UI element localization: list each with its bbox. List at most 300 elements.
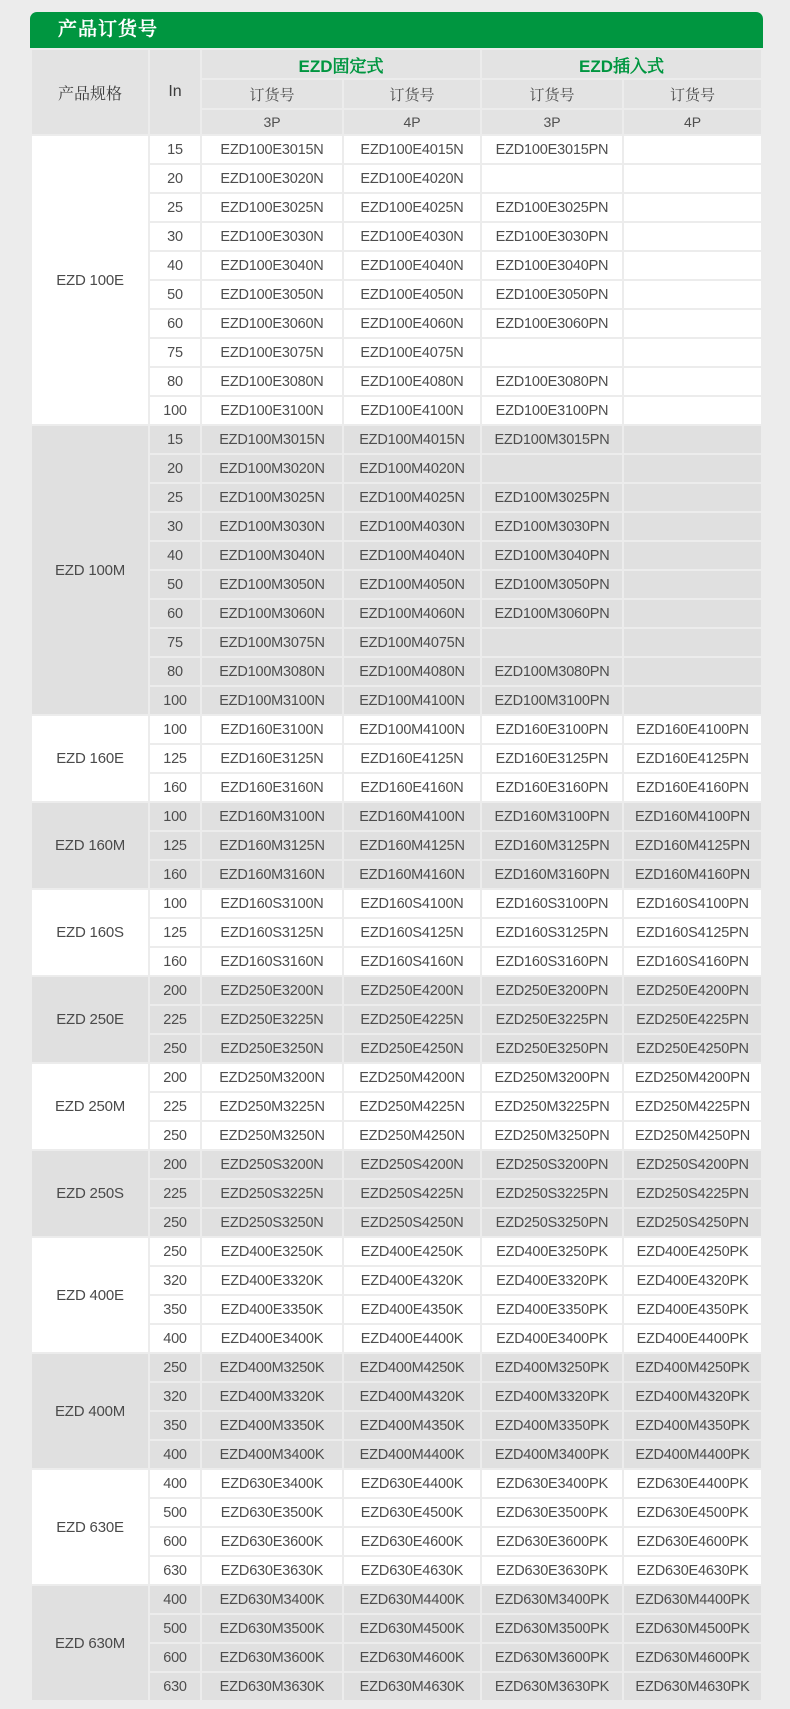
order-number-cell [624,165,761,192]
product-spec-cell: EZD 100E [32,136,148,424]
in-current-cell: 225 [150,1006,200,1033]
order-number-cell: EZD630M3600K [202,1644,342,1671]
in-current-cell: 75 [150,629,200,656]
order-number-cell: EZD100M3025PN [482,484,622,511]
order-number-cell: EZD100M3030N [202,513,342,540]
order-number-cell: EZD400M4250K [344,1354,480,1381]
order-number-cell: EZD100M3075N [202,629,342,656]
in-current-cell: 100 [150,803,200,830]
order-number-cell: EZD100E3025PN [482,194,622,221]
order-number-cell: EZD100E4050N [344,281,480,308]
table-row [32,1354,761,1381]
order-number-cell: EZD400M3400K [202,1441,342,1468]
in-current-cell: 200 [150,1064,200,1091]
col-header-order-no: 订货号 [482,80,622,108]
in-current-cell: 100 [150,397,200,424]
in-current-cell: 20 [150,455,200,482]
in-current-cell: 125 [150,745,200,772]
order-number-cell: EZD250E3250PN [482,1035,622,1062]
order-number-cell [482,629,622,656]
order-number-cell: EZD100M4030N [344,513,480,540]
order-number-cell: EZD630E4400K [344,1470,480,1497]
product-spec-cell: EZD 160E [32,716,148,801]
order-number-cell: EZD250M4225N [344,1093,480,1120]
order-number-cell: EZD250M3250N [202,1122,342,1149]
order-number-cell: EZD630M3400K [202,1586,342,1613]
order-number-cell: EZD100E3100PN [482,397,622,424]
order-number-cell [624,658,761,685]
order-number-cell [624,194,761,221]
order-number-cell: EZD100M3020N [202,455,342,482]
order-number-cell: EZD100E3020N [202,165,342,192]
order-number-cell: EZD160E3160PN [482,774,622,801]
order-number-cell: EZD100E3050PN [482,281,622,308]
in-current-cell: 50 [150,281,200,308]
in-current-cell: 125 [150,832,200,859]
order-number-cell: EZD400E4250PK [624,1238,761,1265]
order-number-cell: EZD250M3250PN [482,1122,622,1149]
col-header-in: In [150,50,200,134]
order-number-cell: EZD630M3600PK [482,1644,622,1671]
col-header-ezd-plugin: EZD插入式 [482,50,761,78]
order-number-cell: EZD100E3015N [202,136,342,163]
order-number-cell: EZD630E3400PK [482,1470,622,1497]
order-number-cell: EZD400M3350PK [482,1412,622,1439]
order-number-cell: EZD400M4320K [344,1383,480,1410]
order-number-cell: EZD250E3225PN [482,1006,622,1033]
in-current-cell: 15 [150,426,200,453]
order-number-cell: EZD100E4020N [344,165,480,192]
order-number-cell: EZD630M3500K [202,1615,342,1642]
order-number-cell: EZD250S3250PN [482,1209,622,1236]
in-current-cell: 500 [150,1499,200,1526]
order-number-cell: EZD160S3100PN [482,890,622,917]
order-number-cell: EZD100M3025N [202,484,342,511]
order-number-cell: EZD100M4015N [344,426,480,453]
order-number-cell: EZD630M4500K [344,1615,480,1642]
order-number-table [30,48,763,1702]
order-number-cell: EZD630M4600K [344,1644,480,1671]
order-number-cell: EZD100E3040N [202,252,342,279]
order-number-cell: EZD400E4250K [344,1238,480,1265]
order-number-cell: EZD160M3160PN [482,861,622,888]
order-number-cell: EZD630E3500K [202,1499,342,1526]
in-current-cell: 20 [150,165,200,192]
order-number-cell [624,455,761,482]
order-number-cell: EZD250M4225PN [624,1093,761,1120]
order-number-cell: EZD250M4200PN [624,1064,761,1091]
order-number-cell: EZD160S3160N [202,948,342,975]
order-number-cell: EZD160M4100N [344,803,480,830]
order-number-cell: EZD250E3250N [202,1035,342,1062]
order-number-cell: EZD250S4200N [344,1151,480,1178]
order-number-cell: EZD400M4350K [344,1412,480,1439]
in-current-cell: 25 [150,194,200,221]
order-number-cell: EZD100M3080PN [482,658,622,685]
in-current-cell: 160 [150,861,200,888]
order-number-cell [624,542,761,569]
order-number-cell [624,600,761,627]
order-number-cell [482,339,622,366]
in-current-cell: 350 [150,1296,200,1323]
order-number-cell: EZD250M3225N [202,1093,342,1120]
order-number-cell: EZD250S4250PN [624,1209,761,1236]
in-current-cell: 200 [150,977,200,1004]
order-number-cell: EZD100M3050PN [482,571,622,598]
order-number-cell: EZD100E3025N [202,194,342,221]
order-number-cell: EZD100E4060N [344,310,480,337]
section-title-bar: 产品订货号 [30,12,763,48]
order-number-cell: EZD100E4015N [344,136,480,163]
order-number-cell: EZD630E4600K [344,1528,480,1555]
order-number-cell: EZD630E3600PK [482,1528,622,1555]
order-number-cell: EZD100M4100N [344,716,480,743]
in-current-cell: 320 [150,1267,200,1294]
order-number-cell: EZD100E3080PN [482,368,622,395]
order-number-cell: EZD160M3100PN [482,803,622,830]
order-number-cell: EZD400E4350K [344,1296,480,1323]
order-number-cell: EZD250M3200PN [482,1064,622,1091]
order-number-cell: EZD250S4200PN [624,1151,761,1178]
order-number-cell: EZD400E4320K [344,1267,480,1294]
order-number-cell: EZD250E4225N [344,1006,480,1033]
col-header-order-no: 订货号 [624,80,761,108]
order-number-cell: EZD400E4400K [344,1325,480,1352]
order-number-cell: EZD250E3200PN [482,977,622,1004]
order-number-cell: EZD250S3200N [202,1151,342,1178]
order-number-cell: EZD100M4060N [344,600,480,627]
order-number-cell [624,397,761,424]
order-number-cell: EZD160M4160N [344,861,480,888]
order-number-cell: EZD250S3225PN [482,1180,622,1207]
order-number-cell: EZD400E3350PK [482,1296,622,1323]
table-row [32,426,761,453]
order-number-cell: EZD630E3500PK [482,1499,622,1526]
product-spec-cell: EZD 250E [32,977,148,1062]
in-current-cell: 250 [150,1354,200,1381]
order-number-cell: EZD250M3200N [202,1064,342,1091]
order-number-cell: EZD630E4400PK [624,1470,761,1497]
order-number-cell: EZD100M3040N [202,542,342,569]
order-number-cell: EZD250S4225N [344,1180,480,1207]
order-number-cell: EZD100E4080N [344,368,480,395]
order-number-cell [624,339,761,366]
order-number-cell: EZD630E3600K [202,1528,342,1555]
order-number-cell [624,310,761,337]
order-number-cell: EZD160M3125N [202,832,342,859]
in-current-cell: 200 [150,1151,200,1178]
in-current-cell: 350 [150,1412,200,1439]
order-number-cell: EZD400E3250K [202,1238,342,1265]
order-number-cell: EZD250M4250PN [624,1122,761,1149]
order-number-cell: EZD100E3075N [202,339,342,366]
order-number-cell: EZD400E4400PK [624,1325,761,1352]
order-number-cell: EZD160E4100PN [624,716,761,743]
order-number-cell: EZD400M4400K [344,1441,480,1468]
order-number-cell: EZD400M4250PK [624,1354,761,1381]
in-current-cell: 630 [150,1673,200,1700]
order-number-cell: EZD100E3030N [202,223,342,250]
order-number-cell: EZD160E3160N [202,774,342,801]
in-current-cell: 60 [150,600,200,627]
order-number-section [30,12,763,1702]
order-number-cell: EZD400M4400PK [624,1441,761,1468]
in-current-cell: 40 [150,542,200,569]
order-number-cell: EZD630M4630PK [624,1673,761,1700]
order-number-cell: EZD250M3225PN [482,1093,622,1120]
order-number-cell: EZD160M3125PN [482,832,622,859]
in-current-cell: 160 [150,948,200,975]
order-number-cell: EZD160S4100PN [624,890,761,917]
table-row [32,890,761,917]
order-number-cell: EZD160E3100N [202,716,342,743]
order-number-cell: EZD630E3630K [202,1557,342,1584]
in-current-cell: 80 [150,658,200,685]
order-number-cell: EZD630E4600PK [624,1528,761,1555]
order-number-cell: EZD160M3100N [202,803,342,830]
in-current-cell: 250 [150,1238,200,1265]
order-number-cell: EZD400E3250PK [482,1238,622,1265]
order-number-cell [624,571,761,598]
order-number-cell: EZD250S3200PN [482,1151,622,1178]
col-header-3p: 3P [482,110,622,134]
in-current-cell: 100 [150,716,200,743]
order-number-cell: EZD100M4020N [344,455,480,482]
order-number-cell: EZD250M4250N [344,1122,480,1149]
table-row [32,803,761,830]
order-number-cell: EZD400M3400PK [482,1441,622,1468]
order-number-cell: EZD100M3100N [202,687,342,714]
order-number-cell: EZD250S3250N [202,1209,342,1236]
in-current-cell: 400 [150,1441,200,1468]
order-number-cell: EZD630M4630K [344,1673,480,1700]
order-number-cell: EZD160S4160N [344,948,480,975]
order-number-cell: EZD100E4075N [344,339,480,366]
in-current-cell: 500 [150,1615,200,1642]
order-number-cell: EZD400M4350PK [624,1412,761,1439]
col-header-order-no: 订货号 [202,80,342,108]
order-number-cell: EZD250E4200PN [624,977,761,1004]
order-number-cell: EZD630M3400PK [482,1586,622,1613]
in-current-cell: 40 [150,252,200,279]
product-spec-cell: EZD 630M [32,1586,148,1700]
order-number-cell: EZD400E3320K [202,1267,342,1294]
order-number-cell [624,513,761,540]
order-number-cell: EZD100E3040PN [482,252,622,279]
order-number-cell: EZD250E4250PN [624,1035,761,1062]
order-table-body [32,136,761,1700]
product-spec-cell: EZD 100M [32,426,148,714]
order-number-cell: EZD250E4250N [344,1035,480,1062]
product-spec-cell: EZD 250S [32,1151,148,1236]
table-header [32,50,761,134]
order-number-cell: EZD250S4225PN [624,1180,761,1207]
in-current-cell: 15 [150,136,200,163]
in-current-cell: 250 [150,1209,200,1236]
order-number-cell: EZD630E4500K [344,1499,480,1526]
order-number-cell: EZD160E3100PN [482,716,622,743]
order-number-cell: EZD400E3350K [202,1296,342,1323]
order-number-cell: EZD630M3630PK [482,1673,622,1700]
order-number-cell [624,687,761,714]
table-row [32,1586,761,1613]
order-number-cell: EZD630M4500PK [624,1615,761,1642]
in-current-cell: 125 [150,919,200,946]
table-row [32,1470,761,1497]
order-number-cell: EZD630M4400PK [624,1586,761,1613]
in-current-cell: 75 [150,339,200,366]
order-number-cell: EZD100E4025N [344,194,480,221]
order-number-cell: EZD250E4225PN [624,1006,761,1033]
order-number-cell: EZD630E4630K [344,1557,480,1584]
col-header-ezd-fixed: EZD固定式 [202,50,480,78]
order-number-cell: EZD160S3100N [202,890,342,917]
order-number-cell [482,165,622,192]
order-number-cell: EZD630M3500PK [482,1615,622,1642]
order-number-cell: EZD630M4400K [344,1586,480,1613]
order-number-cell: EZD100M4100N [344,687,480,714]
order-number-cell [624,136,761,163]
order-number-cell: EZD630E3400K [202,1470,342,1497]
order-number-cell [624,629,761,656]
product-spec-cell: EZD 250M [32,1064,148,1149]
in-current-cell: 400 [150,1325,200,1352]
order-number-cell: EZD630M3630K [202,1673,342,1700]
order-number-cell [624,368,761,395]
order-number-cell: EZD100M3040PN [482,542,622,569]
col-header-3p: 3P [202,110,342,134]
order-number-cell: EZD100M3050N [202,571,342,598]
table-row [32,1064,761,1091]
in-current-cell: 225 [150,1093,200,1120]
col-header-product-spec: 产品规格 [32,50,148,134]
product-spec-cell: EZD 400M [32,1354,148,1468]
order-number-cell: EZD100M3030PN [482,513,622,540]
order-number-cell: EZD160S4125N [344,919,480,946]
order-number-cell: EZD400M3320PK [482,1383,622,1410]
order-number-cell: EZD100M4050N [344,571,480,598]
order-number-cell: EZD100E3080N [202,368,342,395]
order-number-cell: EZD400M3250PK [482,1354,622,1381]
order-number-cell: EZD100M3060PN [482,600,622,627]
in-current-cell: 50 [150,571,200,598]
order-number-cell: EZD160S4160PN [624,948,761,975]
order-number-cell [624,484,761,511]
order-number-cell: EZD100M4025N [344,484,480,511]
table-row [32,136,761,163]
order-number-cell: EZD100E4030N [344,223,480,250]
order-number-cell [624,281,761,308]
order-number-cell: EZD160E4125N [344,745,480,772]
in-current-cell: 160 [150,774,200,801]
in-current-cell: 60 [150,310,200,337]
order-number-cell: EZD250E3200N [202,977,342,1004]
order-number-cell: EZD100M3015N [202,426,342,453]
order-number-cell: EZD160S3160PN [482,948,622,975]
in-current-cell: 400 [150,1470,200,1497]
order-number-cell: EZD160M4100PN [624,803,761,830]
order-number-cell [624,223,761,250]
product-spec-cell: EZD 160M [32,803,148,888]
table-row [32,716,761,743]
order-number-cell: EZD160S3125N [202,919,342,946]
order-number-cell: EZD630E4500PK [624,1499,761,1526]
order-number-cell: EZD400E3400K [202,1325,342,1352]
order-number-cell: EZD250M4200N [344,1064,480,1091]
in-current-cell: 100 [150,890,200,917]
order-number-cell: EZD160E4160PN [624,774,761,801]
in-current-cell: 600 [150,1528,200,1555]
order-number-cell: EZD160M4160PN [624,861,761,888]
in-current-cell: 250 [150,1122,200,1149]
product-spec-cell: EZD 160S [32,890,148,975]
order-number-cell: EZD160M3160N [202,861,342,888]
order-number-cell: EZD160S4100N [344,890,480,917]
order-number-cell: EZD400M4320PK [624,1383,761,1410]
order-number-cell: EZD160E3125PN [482,745,622,772]
order-number-cell: EZD100E4100N [344,397,480,424]
order-number-cell: EZD160S3125PN [482,919,622,946]
order-number-cell: EZD160E4160N [344,774,480,801]
order-number-cell: EZD160M4125PN [624,832,761,859]
order-number-cell: EZD100M3015PN [482,426,622,453]
order-number-cell: EZD630E3630PK [482,1557,622,1584]
order-number-cell: EZD100E3030PN [482,223,622,250]
order-number-cell: EZD400E4320PK [624,1267,761,1294]
order-number-cell: EZD160E4125PN [624,745,761,772]
order-number-cell [482,455,622,482]
order-number-cell: EZD100M4080N [344,658,480,685]
order-number-cell: EZD400M3250K [202,1354,342,1381]
order-number-cell: EZD630M4600PK [624,1644,761,1671]
order-number-cell: EZD100M3080N [202,658,342,685]
order-number-cell [624,252,761,279]
in-current-cell: 225 [150,1180,200,1207]
order-number-cell: EZD100M4075N [344,629,480,656]
order-number-cell: EZD100E3050N [202,281,342,308]
order-number-cell: EZD100E3060N [202,310,342,337]
order-number-cell: EZD630E4630PK [624,1557,761,1584]
in-current-cell: 30 [150,223,200,250]
product-spec-cell: EZD 630E [32,1470,148,1584]
in-current-cell: 80 [150,368,200,395]
order-number-cell: EZD100E3060PN [482,310,622,337]
order-number-cell: EZD100E4040N [344,252,480,279]
order-number-cell: EZD250S3225N [202,1180,342,1207]
in-current-cell: 30 [150,513,200,540]
in-current-cell: 630 [150,1557,200,1584]
order-number-cell: EZD100M3100PN [482,687,622,714]
order-number-cell [624,426,761,453]
order-number-cell: EZD400E3320PK [482,1267,622,1294]
table-row [32,977,761,1004]
col-header-4p: 4P [624,110,761,134]
order-number-cell: EZD160M4125N [344,832,480,859]
order-number-cell: EZD250S4250N [344,1209,480,1236]
order-number-cell: EZD400E4350PK [624,1296,761,1323]
in-current-cell: 320 [150,1383,200,1410]
order-number-cell: EZD400M3320K [202,1383,342,1410]
order-number-cell: EZD100E3015PN [482,136,622,163]
table-row [32,1238,761,1265]
order-number-cell: EZD400E3400PK [482,1325,622,1352]
order-number-cell: EZD100M4040N [344,542,480,569]
in-current-cell: 400 [150,1586,200,1613]
order-number-cell: EZD250E4200N [344,977,480,1004]
product-spec-cell: EZD 400E [32,1238,148,1352]
in-current-cell: 250 [150,1035,200,1062]
col-header-4p: 4P [344,110,480,134]
